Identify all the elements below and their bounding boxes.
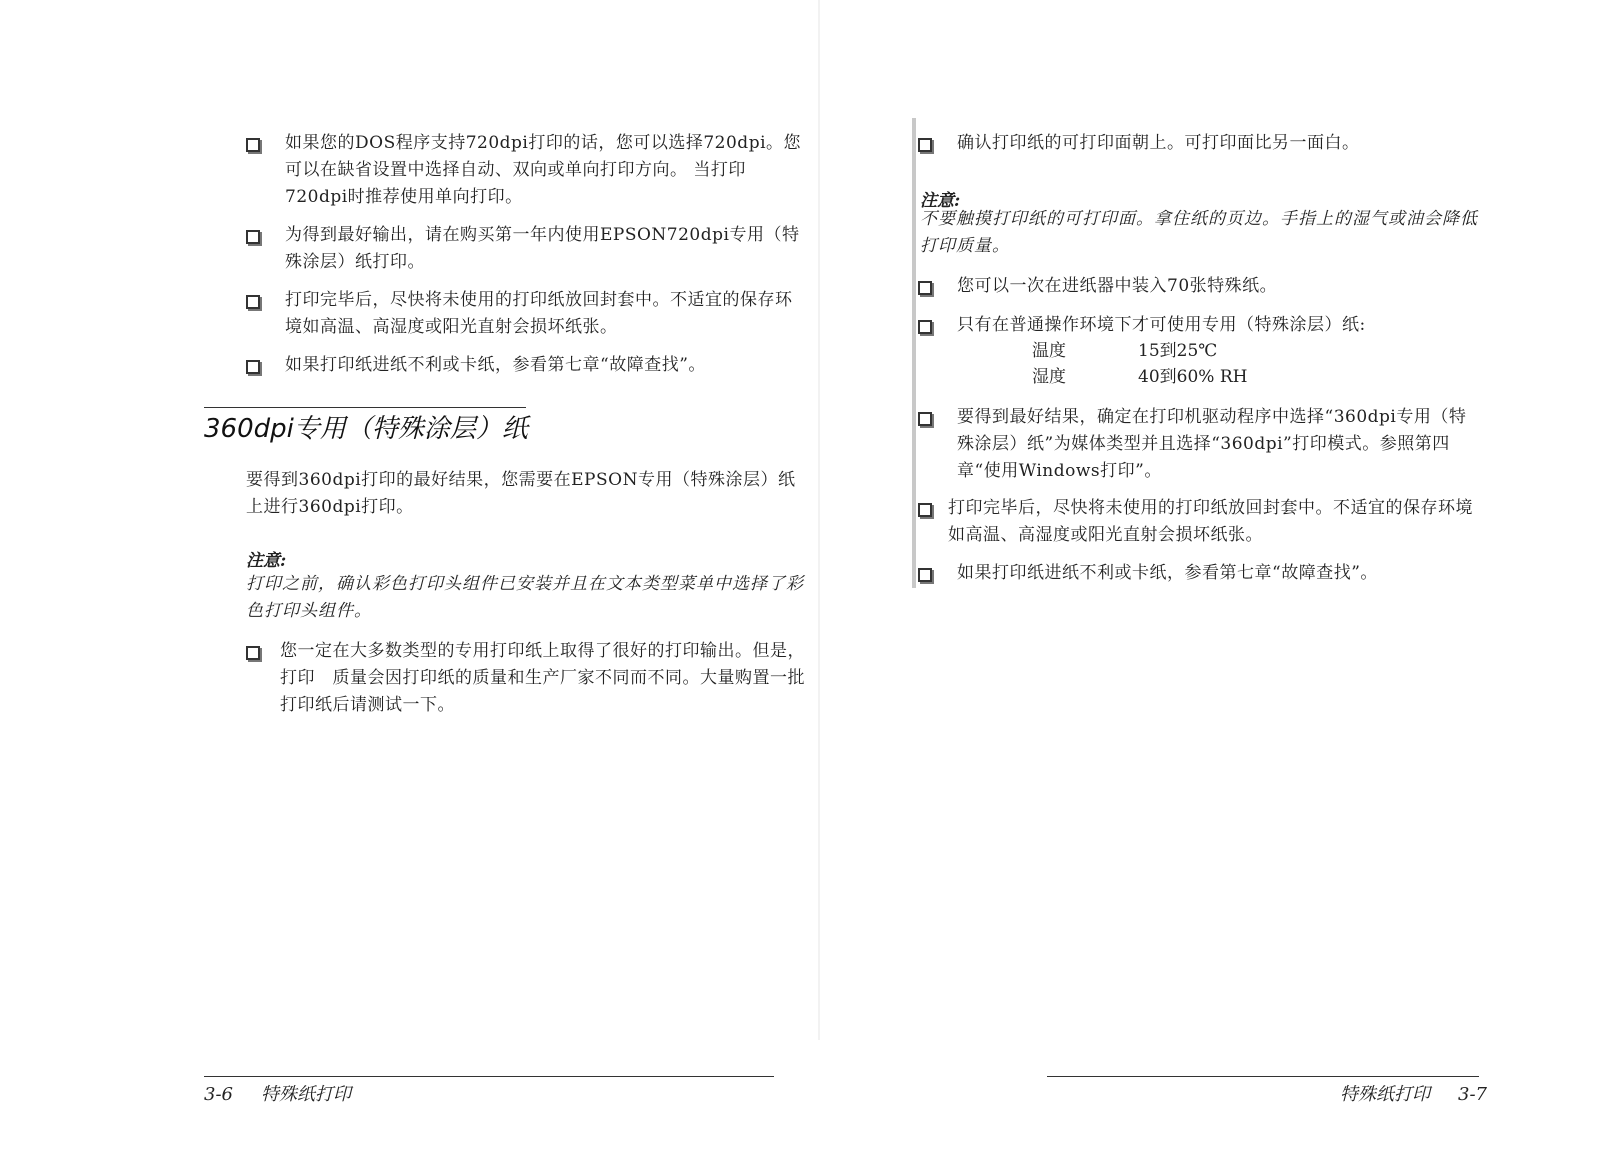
note-title: 注意:: [246, 551, 287, 571]
bullet-text: 如果打印纸进纸不利或卡纸，参看第七章“故障查找”。: [957, 563, 1378, 583]
bullet-text: 为得到最好输出，请在购买第一年内使用EPSON720dpi专用（特殊涂层）纸打印。: [285, 225, 800, 272]
section-title: 360dpi专用（特殊涂层）纸: [204, 414, 528, 444]
page-gutter: [818, 0, 820, 1040]
spec-label: 湿度: [1032, 367, 1066, 387]
checkbox-bullet-icon: [246, 360, 260, 374]
bullet-text: 只有在普通操作环境下才可使用专用（特殊涂层）纸:: [957, 315, 1366, 335]
note-title: 注意:: [920, 191, 961, 211]
footer-rule: [204, 1076, 774, 1077]
checkbox-bullet-icon: [918, 503, 932, 517]
page-number: 3-6: [204, 1084, 233, 1105]
bullet-item: [918, 273, 1478, 300]
checkbox-bullet-icon: [246, 295, 260, 309]
bullet-item: [918, 560, 1478, 587]
bullet-text: 要得到最好结果，确定在打印机驱动程序中选择“360dpi专用（特殊涂层）纸”为媒体类型并且选择“360dpi”打印模式。参照第四章“使用Windows打印”。: [957, 407, 1467, 481]
bullet-item: [918, 130, 1478, 157]
bullet-item: [246, 638, 806, 719]
bullet-item: [918, 404, 1478, 485]
bullet-item: [918, 495, 1478, 549]
checkbox-bullet-icon: [246, 646, 260, 660]
spec-label: 温度: [1032, 341, 1066, 361]
note-body: 不要触摸打印纸的可打印面。拿住纸的页边。手指上的湿气或油会降低打印质量。: [920, 209, 1478, 256]
note-body: 打印之前，确认彩色打印头组件已安装并且在文本类型菜单中选择了彩色打印头组件。: [246, 574, 804, 621]
bullet-text: 如果打印纸进纸不利或卡纸，参看第七章“故障查找”。: [285, 355, 706, 375]
checkbox-bullet-icon: [246, 230, 260, 244]
page-footer: [204, 1080, 351, 1106]
footer-title: 特殊纸打印: [261, 1084, 351, 1105]
bullet-item: [246, 130, 806, 211]
spec-value: 40到60% RH: [1138, 367, 1248, 387]
bullet-item: [246, 287, 806, 341]
bullet-text: 您一定在大多数类型的专用打印纸上取得了很好的打印输出。但是，打印 质量会因打印纸的质量和生产厂家不同而不同。大量购置一批打印纸后请测试一下。: [280, 641, 805, 715]
bullet-item: [246, 352, 806, 379]
intro-paragraph: 要得到360dpi打印的最好结果，您需要在EPSON专用（特殊涂层）纸上进行360dpi打印。: [246, 470, 796, 517]
checkbox-bullet-icon: [246, 138, 260, 152]
checkbox-bullet-icon: [918, 281, 932, 295]
bullet-text: 如果您的DOS程序支持720dpi打印的话，您可以选择720dpi。您可以在缺省设置中选择自动、双向或单向打印方向。 当打印720dpi时推荐使用单向打印。: [285, 133, 802, 207]
checkbox-bullet-icon: [918, 138, 932, 152]
footer-rule: [1047, 1076, 1479, 1077]
page-footer: [1340, 1080, 1487, 1106]
torn-edge-shadow: [912, 118, 916, 588]
bullet-text: 打印完毕后，尽快将未使用的打印纸放回封套中。不适宜的保存环境如高温、高湿度或阳光直射会损坏纸张。: [948, 498, 1473, 545]
checkbox-bullet-icon: [918, 568, 932, 582]
bullet-item: [246, 222, 806, 276]
page-number: 3-7: [1458, 1084, 1487, 1105]
checkbox-bullet-icon: [918, 412, 932, 426]
bullet-text: 确认打印纸的可打印面朝上。可打印面比另一面白。: [957, 133, 1360, 153]
spec-row: [1032, 364, 1247, 391]
checkbox-bullet-icon: [918, 320, 932, 334]
spec-value: 15到25℃: [1138, 341, 1218, 361]
bullet-item: [918, 312, 1478, 339]
spec-row: [1032, 338, 1217, 365]
bullet-text: 打印完毕后，尽快将未使用的打印纸放回封套中。不适宜的保存环境如高温、高湿度或阳光直射会损坏纸张。: [285, 290, 793, 337]
footer-title: 特殊纸打印: [1340, 1084, 1430, 1105]
bullet-text: 您可以一次在进纸器中装入70张特殊纸。: [957, 276, 1278, 296]
